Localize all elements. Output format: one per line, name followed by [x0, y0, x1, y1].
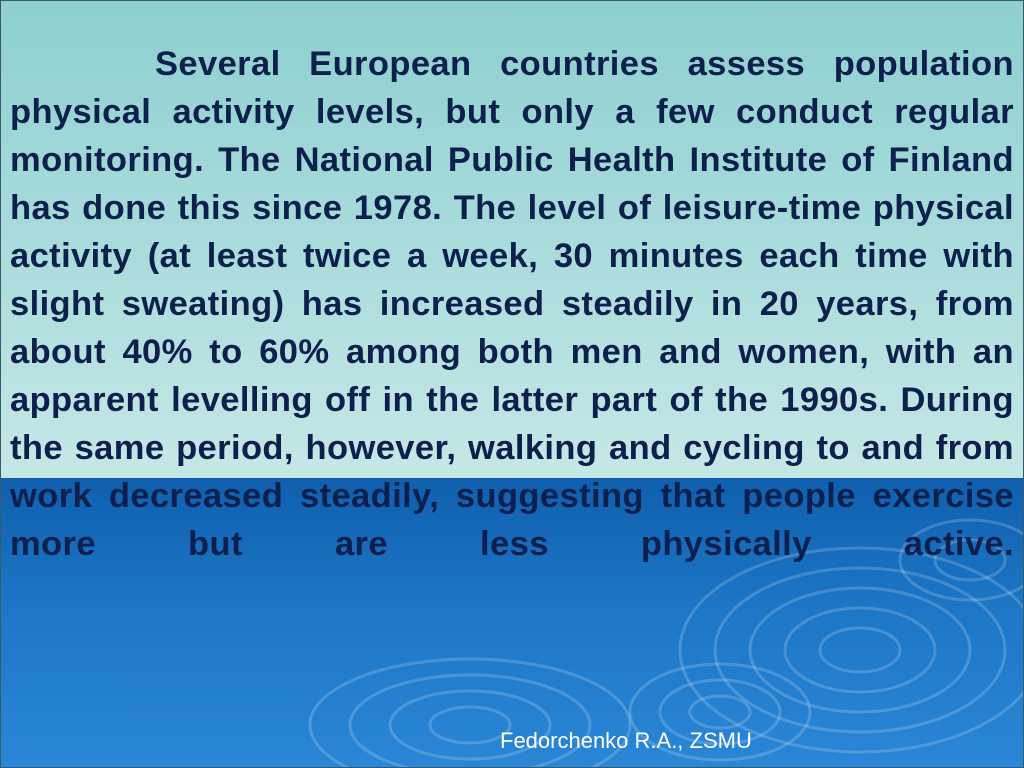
footer-credit: Fedorchenko R.A., ZSMU — [500, 728, 752, 753]
slide-paragraph: Several European countries assess population physical activity levels, but only a few conduct regular monitoring. The National Public Health Institute of Finland has done this since 1978. The level of leisure-time physical activity (at least twice a week, 30 minutes each time with slight sweating) has increased steadily in 20 years, from about 40% to 60% among both men and women, with an apparent levelling off in the latter part of the 1990s. During the same period, however, walking and cycling to and from work decreased steadily, suggesting that people exercise more but are less physically active. — [10, 45, 1014, 563]
